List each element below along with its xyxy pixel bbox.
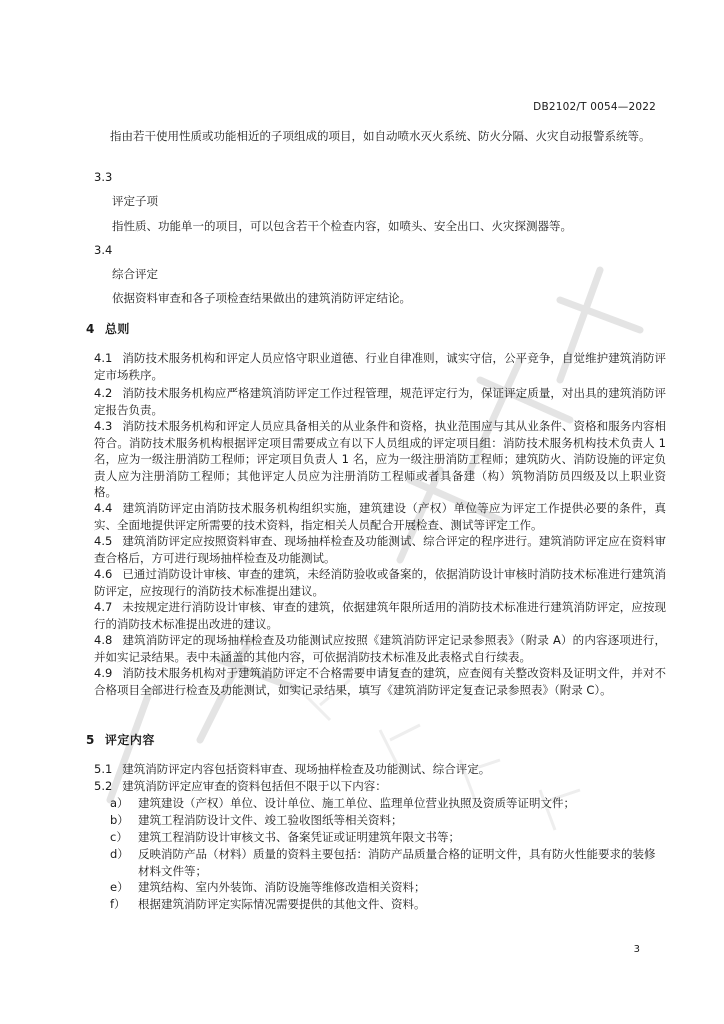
clause-5-2 xyxy=(94,778,666,795)
list-label: b） xyxy=(110,813,129,827)
clause-4-8 xyxy=(94,632,666,665)
section-3-3-term: 评定子项 xyxy=(112,194,158,208)
section-3-4-number: 3.4 xyxy=(94,243,113,257)
list-text: 建筑结构、室内外装饰、消防设施等维修改造相关资料； xyxy=(138,880,426,894)
list-label: f） xyxy=(110,897,126,911)
list-item-f xyxy=(110,896,658,913)
intro-paragraph: 指由若干使用性质或功能相近的子项组成的项目，如自动喷水灭火系统、防火分隔、火灾自动报警系统等。 xyxy=(110,129,651,143)
clause-4-5 xyxy=(94,533,666,566)
section-5-heading xyxy=(86,731,155,748)
clause-number: 5.1 xyxy=(94,762,113,776)
clause-number: 4.3 xyxy=(94,419,113,433)
clause-number: 4.9 xyxy=(94,666,113,680)
clause-number: 4.1 xyxy=(94,351,113,365)
section-4-title: 总则 xyxy=(104,322,130,336)
document-code: DB2102/T 0054—2022 xyxy=(533,101,656,113)
clause-number: 4.7 xyxy=(94,600,113,614)
list-label: e） xyxy=(110,880,129,894)
clause-number: 4.6 xyxy=(94,567,113,581)
clause-number: 4.5 xyxy=(94,534,113,548)
clause-4-3 xyxy=(94,418,666,501)
clause-number: 4.2 xyxy=(94,386,113,400)
list-text: 建筑工程消防设计文件、竣工验收图纸等相关资料； xyxy=(138,813,403,827)
clause-4-9 xyxy=(94,665,666,698)
clause-text: 消防技术服务机构应严格建筑消防评定工作过程管理，规范评定行为，保证评定质量，对出具的建筑消防评定报告负责。 xyxy=(94,386,666,417)
list-item-e xyxy=(110,879,658,896)
list-item-c xyxy=(110,829,658,846)
list-item-a xyxy=(110,795,658,812)
list-label: a） xyxy=(110,796,129,810)
clause-number: 5.2 xyxy=(94,779,113,793)
clause-text: 消防技术服务机构和评定人员应具备相关的从业条件和资格，执业范围应与其从业条件、资格和服务内容相符合。消防技术服务机构根据评定项目需要成立有以下人员组成的评定项目组：消防技术服务机构技术负责人 1 名，应为一级注册消防工程师；评定项目负责人 1 名，应为一级注册消防工程师；建筑防火、消防设施的评定负责人应为注册消防工程师；其他评定人员应为注册消防工程师或者具备建（构）筑物消防员四级及以上职业资格。 xyxy=(94,419,666,499)
clause-4-1 xyxy=(94,350,666,383)
list-item-d xyxy=(110,846,658,879)
clause-5-1 xyxy=(94,761,666,778)
list-text: 反映消防产品（材料）质量的资料主要包括：消防产品质量合格的证明文件，具有防火性能要求的装修材料文件等； xyxy=(138,847,656,878)
section-4-heading xyxy=(86,320,130,337)
clause-number: 4.4 xyxy=(94,501,113,515)
clause-text: 建筑消防评定的现场抽样检查及功能测试应按照《建筑消防评定记录参照表》（附录 A）的内容逐项进行，并如实记录结果。表中未涵盖的其他内容，可依据消防技术标准及此表格式自行续表。 xyxy=(94,633,666,664)
clause-text: 建筑消防评定应审查的资料包括但不限于以下内容： xyxy=(122,779,387,793)
clause-number: 4.8 xyxy=(94,633,113,647)
list-item-b xyxy=(110,812,658,829)
section-5-title: 评定内容 xyxy=(104,733,155,747)
section-5-number: 5 xyxy=(86,733,95,747)
section-3-3-definition: 指性质、功能单一的项目，可以包含若干个检查内容，如喷头、安全出口、火灾探测器等。 xyxy=(112,219,572,233)
list-text: 根据建筑消防评定实际情况需要提供的其他文件、资料。 xyxy=(138,897,426,911)
clause-text: 消防技术服务机构和评定人员应恪守职业道德、行业自律准则，诚实守信，公平竞争，自觉维护建筑消防评定市场秩序。 xyxy=(94,351,666,382)
list-text: 建筑工程消防设计审核文书、备案凭证或证明建筑年限文书等； xyxy=(138,830,460,844)
clause-4-4 xyxy=(94,500,666,533)
section-4-number: 4 xyxy=(86,322,95,336)
list-text: 建筑建设（产权）单位、设计单位、施工单位、监理单位营业执照及资质等证明文件； xyxy=(138,796,575,810)
clause-text: 建筑消防评定由消防技术服务机构组织实施，建筑建设（产权）单位等应为评定工作提供必要的条件，真实、全面地提供评定所需要的技术资料，指定相关人员配合开展检查、测试等评定工作。 xyxy=(94,501,666,532)
clause-4-7 xyxy=(94,599,666,632)
clause-text: 消防技术服务机构对于建筑消防评定不合格需要申请复查的建筑，应查阅有关整改资料及证明文件，并对不合格项目全部进行检查及功能测试，如实记录结果，填写《建筑消防评定复查记录参照表》（附录 C）。 xyxy=(94,666,666,697)
section-3-3-number: 3.3 xyxy=(94,170,113,184)
list-label: d） xyxy=(110,847,129,861)
page-number: 3 xyxy=(633,944,640,955)
clause-4-6 xyxy=(94,566,666,599)
clause-text: 未按规定进行消防设计审核、审查的建筑，依据建筑年限所适用的消防技术标准进行建筑消防评定，应按现行的消防技术标准提出改进的建议。 xyxy=(94,600,666,631)
list-label: c） xyxy=(110,830,128,844)
clause-text: 建筑消防评定应按照资料审查、现场抽样检查及功能测试、综合评定的程序进行。建筑消防评定应在资料审查合格后，方可进行现场抽样检查及功能测试。 xyxy=(94,534,666,565)
clause-text: 已通过消防设计审核、审查的建筑，未经消防验收或备案的，依据消防设计审核时消防技术标准进行建筑消防评定，应按现行的消防技术标准提出建议。 xyxy=(94,567,666,598)
clause-4-2 xyxy=(94,385,666,418)
section-3-4-term: 综合评定 xyxy=(112,267,158,281)
clause-text: 建筑消防评定内容包括资料审查、现场抽样检查及功能测试、综合评定。 xyxy=(122,762,491,776)
section-3-4-definition: 依据资料审查和各子项检查结果做出的建筑消防评定结论。 xyxy=(112,291,411,305)
